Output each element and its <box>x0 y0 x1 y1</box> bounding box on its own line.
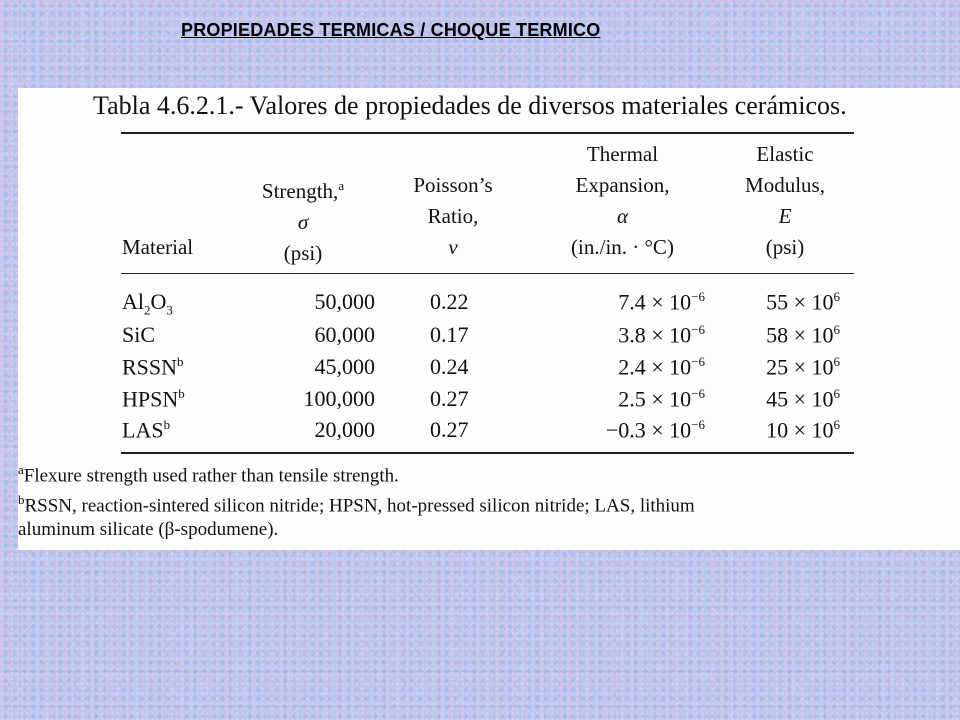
cell-expansion: $2.4 \times 10^{-6}$ <box>618 354 705 380</box>
header-material: Material <box>122 235 194 259</box>
cell-expansion: $2.5 \times 10^{-6}$ <box>618 386 705 412</box>
cell-strength: 50,000 <box>314 289 375 314</box>
footnote-b: $^b$RSSN, reaction-sintered silicon nitride; HPSN, hot-pressed silicon nitride; LAS, lithium <box>18 492 695 517</box>
cell-expansion: $3.8 \times 10^{-6}$ <box>618 322 705 348</box>
cell-modulus: $45 \times 10^6$ <box>766 386 840 412</box>
cell-strength: 100,000 <box>303 386 375 411</box>
table-top-rule <box>121 132 854 134</box>
cell-strength: 45,000 <box>314 354 375 379</box>
cell-material: LAS$^b$ <box>122 417 171 443</box>
table-caption: Tabla 4.6.2.1.- Valores de propiedades de diversos materiales cerámicos. <box>93 91 847 120</box>
cell-poisson: 0.24 <box>430 354 469 379</box>
cell-material: SiC <box>122 322 156 347</box>
cell-poisson: 0.22 <box>430 289 469 314</box>
cell-modulus: $10 \times 10^6$ <box>766 417 840 443</box>
cell-poisson: 0.17 <box>430 322 469 347</box>
cell-modulus: $25 \times 10^6$ <box>766 354 840 380</box>
slide-title: PROPIEDADES TERMICAS / CHOQUE TERMICO <box>181 20 601 40</box>
footnote-mark-a: a <box>338 178 345 193</box>
header-thermal-expansion: Thermal Expansion, α (in./in. · °C) <box>571 142 674 259</box>
cell-strength: 20,000 <box>314 417 375 442</box>
cell-poisson: 0.27 <box>430 417 469 442</box>
cell-material: HPSN$^b$ <box>122 386 185 412</box>
table-bottom-rule <box>121 452 854 454</box>
footnote-a: $^a$Flexure strength used rather than tensile strength. <box>18 462 399 487</box>
footnote-b-continued: aluminum silicate (β-spodumene). <box>18 519 279 540</box>
scanned-table-image <box>18 88 960 550</box>
header-elastic-modulus: Elastic Modulus, E (psi) <box>745 142 825 259</box>
cell-poisson: 0.27 <box>430 386 469 411</box>
header-poisson: Poisson’s Ratio, ν <box>413 173 493 259</box>
cell-expansion: $7.4 \times 10^{-6}$ <box>618 289 705 315</box>
cell-modulus: $58 \times 10^6$ <box>766 322 840 348</box>
cell-modulus: $55 \times 10^6$ <box>766 289 840 315</box>
cell-material: RSSN$^b$ <box>122 354 184 380</box>
cell-strength: 60,000 <box>314 322 375 347</box>
cell-material: $Al_2O_3$ <box>122 289 173 318</box>
cell-expansion: $-0.3 \times 10^{-6}$ <box>605 417 705 443</box>
header-strength: Strength,$^a$ σ (psi) <box>261 178 345 265</box>
table-header-rule <box>121 273 854 274</box>
